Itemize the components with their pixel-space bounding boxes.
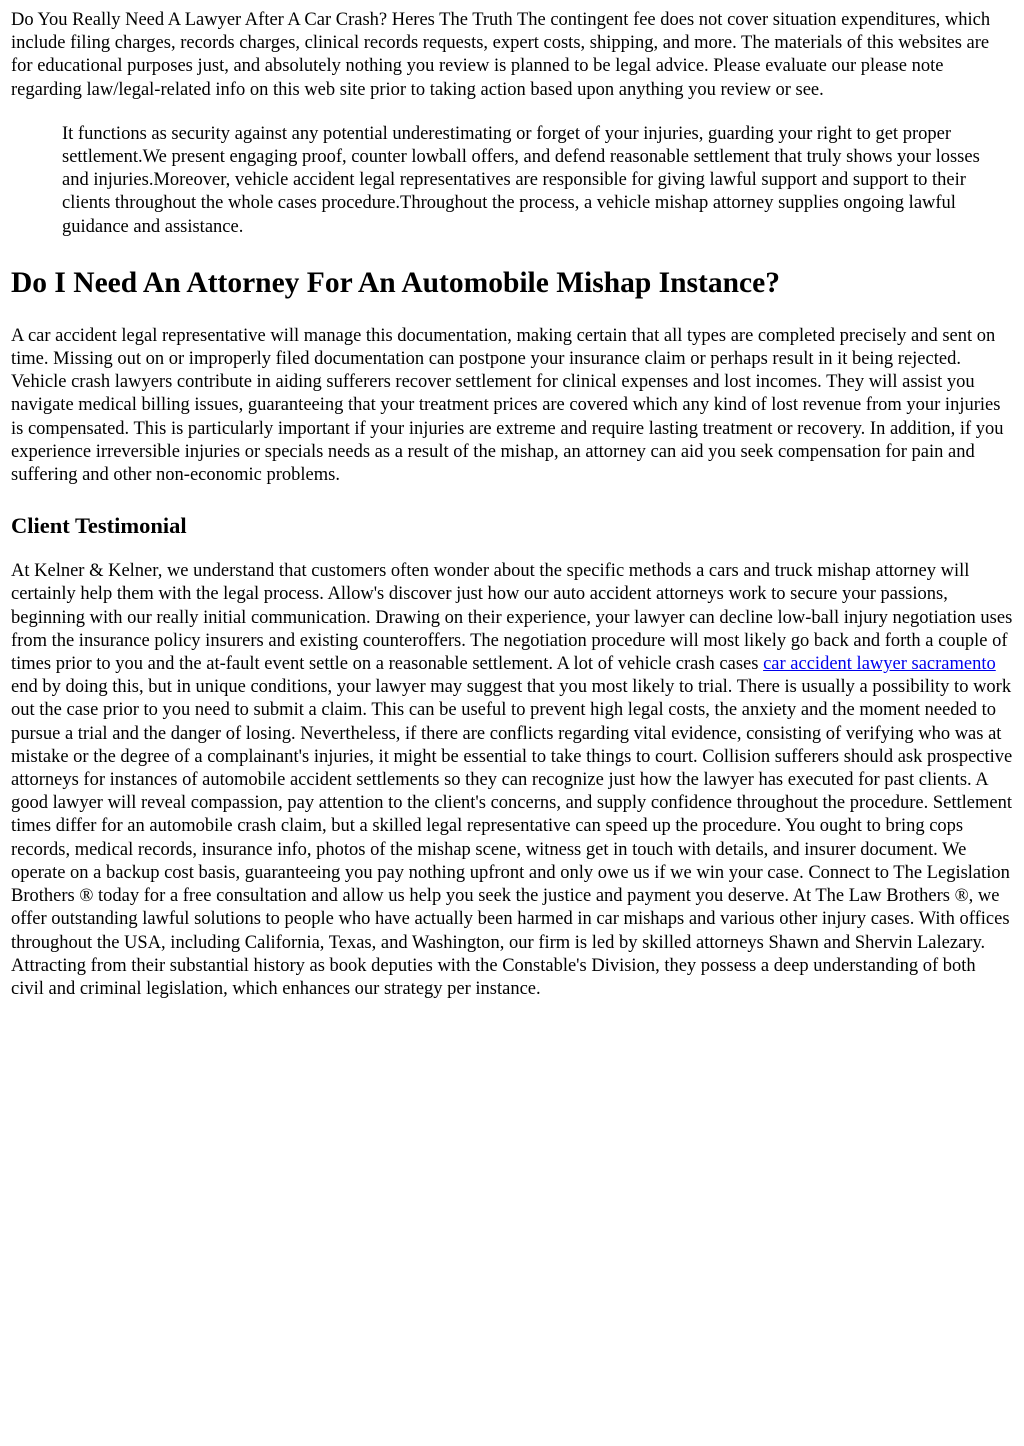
section-heading-testimonial: Client Testimonial	[11, 513, 187, 539]
section-heading-attorney: Do I Need An Attorney For An Automobile Mishap Instance?	[11, 266, 780, 299]
car-accident-lawyer-link[interactable]: car accident lawyer sacramento	[763, 654, 996, 675]
body-paragraph-testimonial	[11, 560, 1013, 1001]
paragraph-text-after-link: end by doing this, but in unique conditions, your lawyer may suggest that you most likely to trial. There is usually a possibility to work out the case prior to you need to submit a claim. This can be useful to prevent high legal costs, the anxiety and the moment needed to pursue a trial and the danger of losing. Nevertheless, if there are conflicts regarding vital evidence, consisting of verifying who was at mistake or the degree of a complainant's injuries, it might be essential to take things to court. Collision sufferers should ask prospective attorneys for instances of automobile accident settlements so they can recognize just how the lawyer has executed for past clients. A good lawyer will reveal compassion, pay attention to the client's concerns, and supply confidence throughout the procedure. Settlement times differ for an automobile crash claim, but a skilled legal representative can speed up the procedure. You ought to bring cops records, medical records, insurance info, photos of the mishap scene, witness get in touch with details, and insurer document. We operate on a backup cost basis, guaranteeing you pay nothing upfront and only owe us if we win your case. Connect to The Legislation Brothers ® today for a free consultation and allow us help you seek the justice and payment you deserve. At The Law Brothers ®, we offer outstanding lawful solutions to people who have actually been harmed in car mishaps and various other injury cases. With offices throughout the USA, including California, Texas, and Washington, our firm is led by skilled attorneys Shawn and Shervin Lalezary. Attracting from their substantial history as book deputies with the Constable's Division, they possess a deep understanding of both civil and criminal legislation, which enhances our strategy per instance.	[11, 677, 1013, 999]
paragraph-text-before-link: At Kelner & Kelner, we understand that customers often wonder about the specific methods a cars and truck mishap attorney will certainly help them with the legal process. Allow's discover just how our auto accident attorneys work to secure your passions, beginning with our really initial communication. Drawing on their experience, your lawyer can decline low-ball injury negotiation uses from the insurance policy insurers and existing counteroffers. The negotiation procedure will most likely go back and forth a couple of times prior to you and the at-fault event settle on a reasonable settlement. A lot of vehicle crash cases	[11, 561, 1013, 675]
quote-paragraph: It functions as security against any potential underestimating or forget of your injuries, guarding your right to get proper settlement.We present engaging proof, counter lowball offers, and defend reasonable settlement that truly shows your losses and injuries.Moreover, vehicle accident legal representatives are responsible for giving lawful support and support to their clients throughout the whole cases procedure.Throughout the process, a vehicle mishap attorney supplies ongoing lawful guidance and assistance.	[62, 123, 980, 237]
intro-paragraph: Do You Really Need A Lawyer After A Car Crash? Heres The Truth The contingent fee does not cover situation expenditures, which include filing charges, records charges, clinical records requests, expert costs, shipping, and more. The materials of this websites are for educational purposes just, and absolutely nothing you review is planned to be legal advice. Please evaluate our please note regarding law/legal-related info on this web site prior to taking action based upon anything you review or see.	[11, 10, 991, 100]
body-paragraph-documentation: A car accident legal representative will manage this documentation, making certain that all types are completed precisely and sent on time. Missing out on or improperly filed documentation can postpone your insurance claim or perhaps result in it being rejected. Vehicle crash lawyers contribute in aiding sufferers recover settlement for clinical expenses and lost incomes. They will assist you navigate medical billing issues, guaranteeing that your treatment prices are covered which any kind of lost revenue from your injuries is compensated. This is particularly important if your injuries are extreme and require lasting treatment or recovery. In addition, if you experience irreversible injuries or specials needs as a result of the mishap, an attorney can aid you seek compensation for pain and suffering and other non-economic problems.	[11, 325, 1004, 486]
blockquote	[62, 123, 993, 239]
